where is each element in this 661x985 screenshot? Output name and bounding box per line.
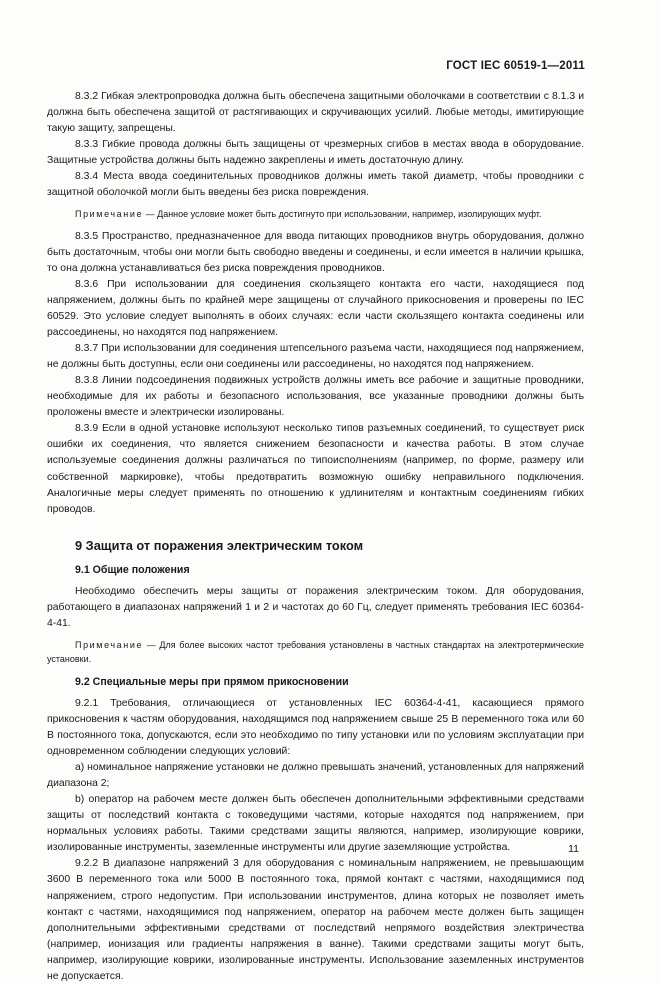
paragraph-9-2-1-a: a) номинальное напряжение установки не должно превышать значений, установленных для напряжений диапазона 2; xyxy=(47,762,584,790)
paragraph-8-3-4: 8.3.4 Места ввода соединительных проводников должны иметь такой диаметр, чтобы проводники с защитной оболочкой могли быть введены без риска повреждения. xyxy=(47,171,584,199)
paragraph-8-3-9: 8.3.9 Если в одной установке используют несколько типов разъемных соединений, то существует риск ошибки их соединения, что является снижением безопасности и качества работы. В этом случае используемые соединения должны различаться по типоисполнениям (например, по форме, размеру или собственной маркировке), чтобы предотвратить возможную ошибку неправильного подключения. Аналогичные меры следует применять по отношению к удлинителям и контактным соединениям гибких проводов. xyxy=(47,423,584,515)
note-2-label: Примечание xyxy=(75,639,144,650)
paragraph-9-2-1: 9.2.1 Требования, отличающиеся от установленных IEC 60364-4-41, касающиеся прямого прикосновения к частям оборудования, находящимся под напряжением свыше 25 В переменного тока или 60 В постоянного тока, допускаются, если это необходимо по типу установки или по условиям эксплуатации при одновременном соблюдении следующих условий: xyxy=(47,697,584,758)
note-1-label: Примечание xyxy=(75,209,144,220)
standard-header: ГОСТ IEC 60519-1—2011 xyxy=(446,60,585,72)
page-number: 11 xyxy=(568,843,579,855)
note-1 xyxy=(47,207,584,222)
paragraph-8-3-3: 8.3.3 Гибкие провода должны быть защищены от чрезмерных сгибов в местах ввода в оборудование. Защитные устройства должны быть надежно закреплены и иметь достаточную длину. xyxy=(47,139,584,167)
note-2 xyxy=(47,638,584,667)
note-2-text: — Для более высоких частот требования установлены в частных стандартах на электротермические установки. xyxy=(47,639,584,665)
paragraph-9-1: Необходимо обеспечить меры защиты от поражения электрическим током. Для оборудования, работающего в диапазонах напряжений 1 и 2 и частотах до 60 Гц, следует применять требования IEC 60364-4-41. xyxy=(47,585,584,629)
paragraph-9-2-1-b: b) оператор на рабочем месте должен быть обеспечен дополнительными эффективными средствами защиты от последствий контакта с токоведущими частями, которые находятся под напряжением, при нормальных условиях работы. Такими средствами защиты являются, например, изолирующие коврики, изолированные инструменты, заземленные инструменты или другие заземляющие устройства. xyxy=(47,794,584,854)
note-1-text: — Данное условие может быть достигнуто при использовании, например, изолирующих муфт. xyxy=(143,209,542,220)
section-9-heading: 9 Защита от поражения электрическим током xyxy=(75,537,364,553)
page-content xyxy=(47,89,584,985)
paragraph-9-2-2: 9.2.2 В диапазоне напряжений 3 для оборудования с номинальным напряжением, не превышающим 3600 В переменного тока или 5000 В постоянного тока, прямой контакт с частями, находящимися под напряжением, строго недопустим. При использовании инструментов, длина которых не позволяет иметь контакт с частями, находящимися под напряжением, оператор на рабочем месте должен быть защищен дополнительными эффективными средствами от последствий непрямого воздействия электричества (например, ионизация или градиенты напряжения в ванне). Такими средствами защиты могут быть, например, изолирующие коврики, изолированные инструменты. Использование заземленных инструментов не допускается. xyxy=(47,858,584,982)
paragraph-8-3-6: 8.3.6 При использовании для соединения скользящего контакта его части, находящиеся под напряжением, должны быть по крайней мере защищены от случайного прикосновения и проверены по IEC 60529. Это условие следует выполнять в обоих случаях: если части скользящего контакта соединены или рассоединены, но находятся под напряжением. xyxy=(47,278,584,339)
paragraph-8-3-8: 8.3.8 Линии подсоединения подвижных устройств должны иметь все рабочие и защитные проводники, необходимые для их работы и безопасного использования, все указанные проводники должны быть проложены вместе и электрически изолированы. xyxy=(47,375,584,419)
paragraph-8-3-7: 8.3.7 При использовании для соединения штепсельного разъема части, находящиеся под напряжением, не должны быть доступны, если они соединены или рассоединены, но находятся под напряжением. xyxy=(47,343,584,371)
paragraph-8-3-2: 8.3.2 Гибкая электропроводка должна быть обеспечена защитными оболочками в соответствии с 8.1.3 и должна быть обеспечена защитой от растягивающих и скручивающих усилий. Любые методы, имитирующие такую защиту, запрещены. xyxy=(47,91,584,135)
subsection-9-2-heading: 9.2 Специальные меры при прямом прикосновении xyxy=(75,675,349,688)
paragraph-8-3-5: 8.3.5 Пространство, предназначенное для ввода питающих проводников внутрь оборудования, должно быть достаточным, чтобы они могли быть свободно введены и соединены, и если имеется в наличии крышка, то она должна устанавливаться без риска повреждения проводников. xyxy=(47,230,584,274)
subsection-9-1-heading: 9.1 Общие положения xyxy=(75,563,190,576)
